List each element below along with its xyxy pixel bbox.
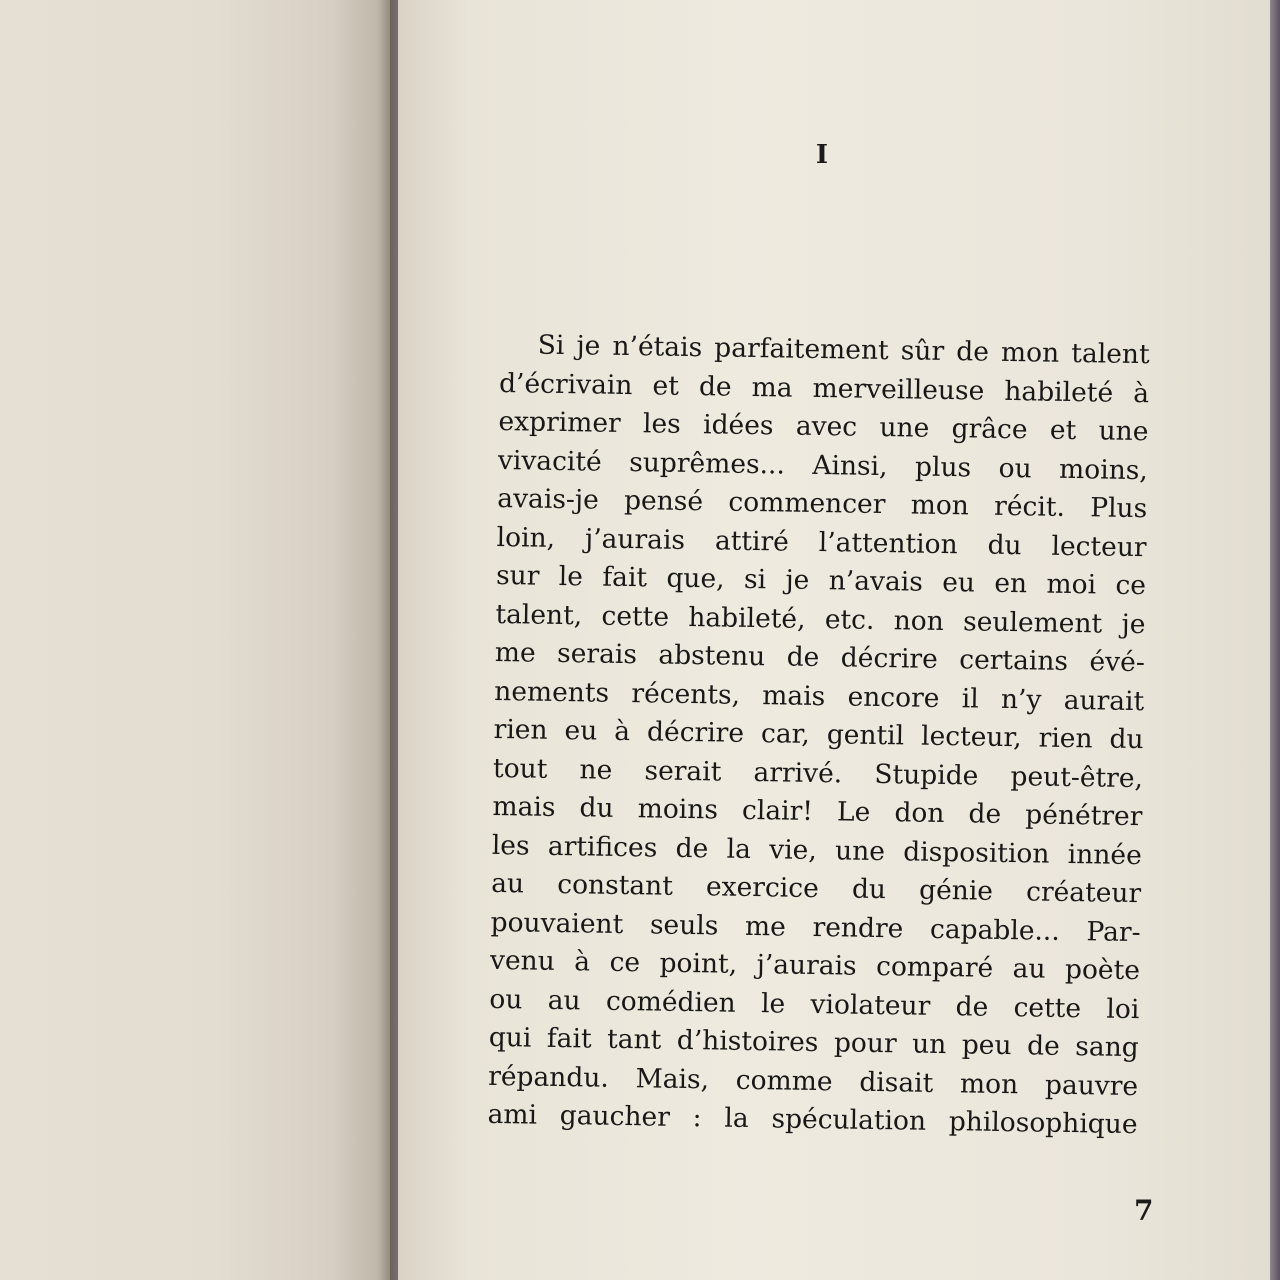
text-line: répandu. Mais, comme disait mon pauvre [487, 1060, 1139, 1102]
text-line: au constant exercice du génie créateur [490, 867, 1142, 910]
text-line: venu à ce point, j’aurais comparé au poète [489, 944, 1141, 987]
text-line: Si je n’étais parfaitement sûr de mon talent [537, 329, 1150, 371]
text-line: tout ne serait arrivé. Stupide peut-être, [492, 752, 1144, 794]
text-line: loin, j’aurais attiré l’attention du lecteur [496, 521, 1147, 563]
text-line: avais-je pensé commencer mon récit. Plus [497, 482, 1148, 525]
body-text [487, 326, 1150, 1145]
text-line: me serais abstenu de décrire certains évé- [494, 636, 1146, 679]
page-number: 7 [1134, 1194, 1154, 1227]
text-line: nements récents, mais encore il n’y aurait [494, 675, 1145, 717]
text-line: pouvaient seuls me rendre capable... Par- [490, 906, 1141, 948]
text-line: rien eu à décrire car, gentil lecteur, rien du [493, 713, 1144, 756]
text-line: talent, cette habileté, etc. non seulement je [495, 598, 1146, 640]
text-line: d’écrivain et de ma merveilleuse habileté à [498, 367, 1150, 409]
text-line: sur le fait que, si je n’avais eu en moi ce [495, 559, 1147, 602]
background-edge [1270, 0, 1280, 1280]
text-line: les artifices de la vie, une disposition innée [491, 829, 1143, 871]
left-page [0, 0, 390, 1280]
chapter-number: I [815, 140, 829, 170]
text-line: ami gaucher : la spéculation philosophique [487, 1098, 1138, 1141]
text-line: mais du moins clair! Le don de pénétrer [492, 790, 1143, 833]
text-line: exprimer les idées avec une grâce et une [498, 405, 1149, 448]
text-line: ou au comédien le violateur de cette loi [489, 983, 1140, 1025]
text-line: vivacité suprêmes... Ainsi, plus ou moins, [497, 444, 1149, 486]
text-line: qui fait tant d’histoires pour un peu de sang [488, 1021, 1139, 1064]
